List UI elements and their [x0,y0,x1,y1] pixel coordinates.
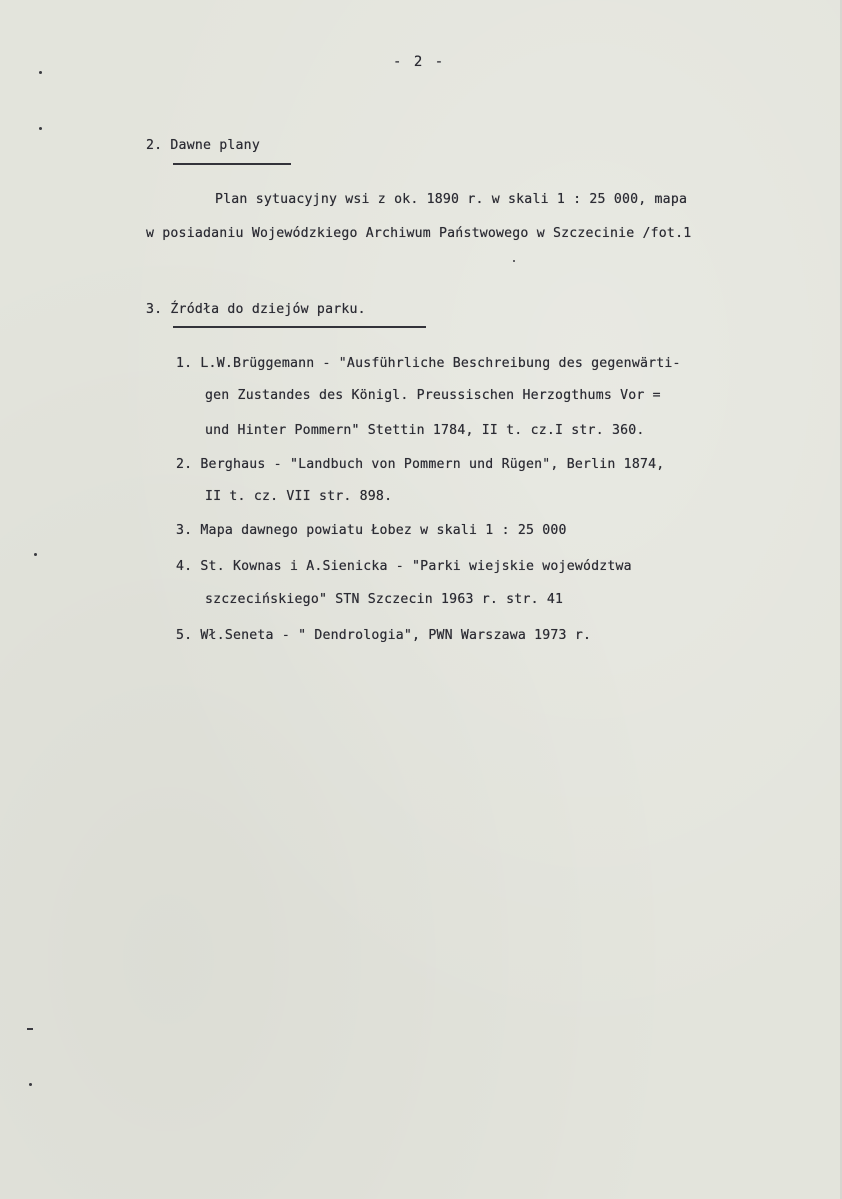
source-3-line-1: 3. Mapa dawnego powiatu Łobez w skali 1 : 25 000 [176,523,567,538]
section-3-heading: 3. Źródła do dziejów parku. [146,302,366,317]
source-1-line-2: gen Zustandes des Königl. Preussischen Herzogthums Vor = [205,388,661,403]
source-4-line-1: 4. St. Kownas i A.Sienicka - "Parki wiejskie województwa [176,559,632,574]
source-1-line-1: 1. L.W.Brüggemann - "Ausführliche Beschreibung des gegenwärti- [176,356,681,371]
page-number: - 2 - [393,54,446,70]
source-5-line-1: 5. Wł.Seneta - " Dendrologia", PWN Warszawa 1973 r. [176,628,592,643]
margin-dot [29,1083,32,1086]
source-2-line-1: 2. Berghaus - "Landbuch von Pommern und Rügen", Berlin 1874, [176,457,665,472]
section-2-heading-underline [173,163,291,165]
margin-dot [34,553,37,556]
margin-dot [39,127,42,130]
section-3-heading-underline [173,326,426,328]
source-1-line-3: und Hinter Pommern" Stettin 1784, II t. cz.I str. 360. [205,423,645,438]
section-2-heading: 2. Dawne plany [146,138,260,153]
section-2-line-1: Plan sytuacyjny wsi z ok. 1890 r. w skali 1 : 25 000, mapa [215,192,688,207]
margin-dot [513,260,515,262]
source-2-line-2: II t. cz. VII str. 898. [205,489,393,504]
margin-dash [27,1028,33,1030]
section-2-line-2: w posiadaniu Wojewódzkiego Archiwum Państwowego w Szczecinie /fot.1 [146,226,692,241]
margin-dot [39,71,42,74]
source-4-line-2: szczecińskiego" STN Szczecin 1963 r. str. 41 [205,592,564,607]
